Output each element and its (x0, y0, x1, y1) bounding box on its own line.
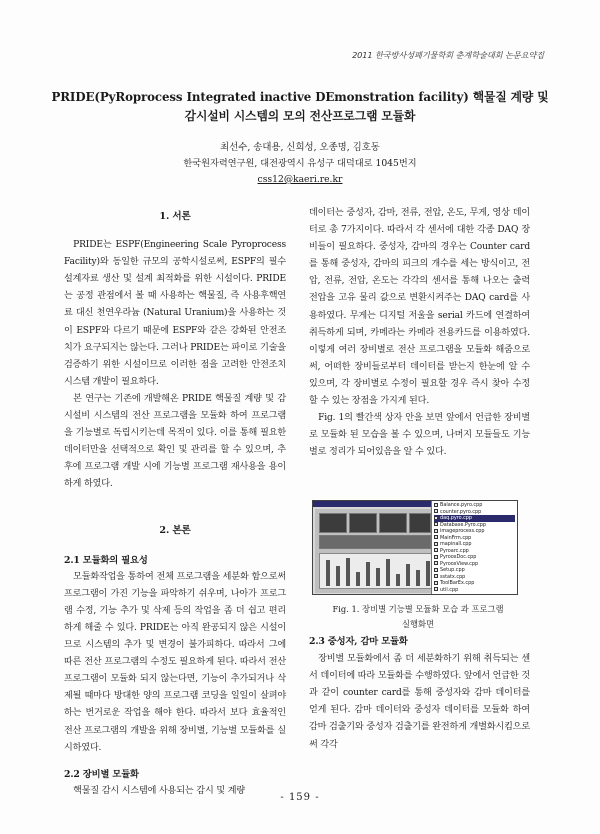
file-item: util.cpp (434, 587, 515, 594)
file-icon (434, 503, 438, 507)
figure-caption-line1: Fig. 1. 장비별 기능별 모듈화 모습 과 프로그램 (332, 604, 504, 614)
file-icon (434, 581, 438, 585)
file-icon (434, 509, 438, 513)
data-graph-panel (319, 553, 433, 589)
figure-caption (318, 602, 518, 632)
graph-bar (336, 566, 340, 586)
author-list: 최선수, 송대용, 신희성, 오종명, 김호동 (220, 142, 380, 153)
file-icon (434, 561, 438, 565)
right-paragraph-1: 데이터는 중성자, 감마, 전류, 전압, 온도, 무게, 영상 데이터로 총 7가지이다. 따라서 각 센서에 대한 각종 DAQ 장비들이 필요하다. 중성자, 감마의 경우는 Counter card를 통해 중성자, 감마의 피크의 개수를 세는 방식이고, 전압, 전류, 전압, 온도는 각각의 센서를 통해 나오는 출력 전압을 고유 물리 값으로 변환시켜주는 DAQ card를 사용하였다. 무게는 디지털 저울을 serial 카드에 연결하여 취득하게 되며, 카메라는 카메라 전용카드를 이용하였다. 이렇게 여러 장비별로 전산 프로그램을 모듈화 해줌으로써, 어떠한 장비들로부터 데이터를 받는지 한눈에 알 수 있으며, 각 장비별로 수정이 필요할 경우 즉시 찾아 수정할 수 있는 장점을 가지게 된다. (309, 208, 530, 407)
paper-title-line1: PRIDE(PyRoprocess Integrated inactive DEmonstration facility) 핵물질 계량 및 (51, 90, 549, 104)
file-icon (434, 529, 438, 533)
figure-1-screenshot (312, 500, 518, 595)
graph-bar (406, 564, 410, 586)
file-item: mapinall.cpp (434, 541, 515, 548)
file-item: counter.pyro.cpp (434, 509, 515, 516)
subsection-2-2-body: 핵물질 감시 시스템에 사용되는 감시 및 계량 (73, 785, 245, 796)
file-icon (434, 568, 438, 572)
title-block (50, 88, 550, 188)
left-column (64, 208, 286, 800)
file-icon (434, 542, 438, 546)
graph-bar (396, 574, 400, 586)
file-icon (434, 574, 438, 578)
intro-paragraph-2: 본 연구는 기존에 개발해온 PRIDE 핵물질 계량 및 감시설비 시스템의 전산 프로그램을 모듈화 하여 프로그램을 기능별로 독립시키는데 목적이 있다. 이를 통해 필요한 데이터만을 선택적으로 확인 및 관리를 할 수 있으며, 추후에 프로그램 개발 시에 기능별 프로그램 재사용을 용이하게 하였다. (64, 393, 286, 490)
subsection-2-3-body: 장비별 모듈화에서 좀 더 세분화하기 위해 취득되는 센서 데이터에 따라 모듈화를 수행하였다. 앞에서 언급한 것과 같이 counter card를 통해 중성자와 감마 데이터를 얻게 된다. 감마 데이터와 중성자 데이터를 모듈화 하여 감마 검출기와 중성자 검출기를 완전하게 개별화시킴으로써 각각 (309, 654, 530, 750)
file-item: sstatx.cpp (434, 574, 515, 581)
intro-paragraph-1: PRIDE는 ESPF(Engineering Scale Pyroprocess Facility)와 동일한 규모의 공학시설로써, ESPF의 필수설계자료 생산 및 설계 최적화를 위한 시설이다. PRIDE는 공정 관점에서 볼 때 사용하는 핵물질, 즉 사용후핵연료 대신 천연우라늄 (Natural Uranium)을 사용하는 것이 ESPF와 다르기 때문에 ESPF와 같은 강화된 안전조치가 요구되지는 않는다. 그러나 PRIDE는 파이로 기술을 검증하기 위한 시설이므로 이러한 점을 고려한 안전조치 시스템 개발이 필요하다. (64, 240, 286, 387)
graph-bar (366, 562, 370, 586)
section-heading-intro: 1. 서론 (159, 211, 191, 222)
author-email[interactable]: css12@kaeri.re.kr (257, 174, 343, 185)
file-icon (434, 548, 438, 552)
file-item: MainFrm.cpp (434, 535, 515, 542)
camera-view (349, 513, 377, 533)
subsection-heading-2-3: 2.3 중성자, 감마 모듈화 (309, 636, 408, 647)
subsection-heading-2-2: 2.2 장비별 모듈화 (64, 768, 139, 780)
page-number: - 159 - (280, 792, 320, 803)
graph-bar (376, 568, 380, 586)
file-icon (434, 555, 438, 559)
file-icon (434, 535, 438, 539)
graph-bar (326, 560, 330, 586)
file-icon (434, 516, 438, 520)
affiliation: 한국원자력연구원, 대전광역시 유성구 대덕대로 1045번지 (183, 158, 417, 169)
graph-bar (346, 558, 350, 586)
file-item: Setup.cpp (434, 567, 515, 574)
subsection-heading-2-1: 2.1 모듈화의 필요성 (64, 554, 148, 566)
file-item: Database.Pyro.cpp (434, 522, 515, 529)
running-head: 2011 한국방사성폐기물학회 춘계학술대회 논문요약집 (352, 50, 544, 60)
camera-view (409, 513, 431, 533)
section-heading-body: 2. 본론 (159, 524, 191, 536)
graph-bar (416, 570, 420, 586)
file-item: Pyroarc.cpp (434, 548, 515, 555)
right-column (309, 205, 530, 461)
file-item: ToolBarEx.cpp (434, 580, 515, 587)
graph-bar (356, 572, 360, 586)
file-item-selected: daq.pyro.cpp (434, 515, 515, 522)
right-paragraph-2: Fig. 1의 빨간색 상자 안을 보면 앞에서 언급한 장비별로 모듈화 된 모습을 볼 수 있으며, 나머지 모듈들도 기능별로 정리가 되어있음을 알 수 있다. (309, 413, 530, 458)
source-file-list (431, 501, 517, 595)
figure-caption-line2: 실행화면 (401, 619, 435, 629)
subsection-2-1-body: 모듈화작업을 통하여 전체 프로그램을 세분화 함으로써 프로그램이 가진 기능을 파악하기 쉬우며, 나아가 프로그램 수정, 기능 추가 및 삭제 등의 작업을 좀 더 쉽고 편리하게 해줄 수 있다. PRIDE는 아직 완공되지 않은 시설이므로 시스템의 추가 및 변경이 불가피하다. 따라서 그에 따른 전산 프로그램의 수정도 필요하게 된다. 따라서 전산 프로그램이 모듈화 되지 않는다면, 기능이 추가되거나 삭제될 때마다 방대한 양의 프로그램 코딩을 일일이 살펴야하는 번거로운 작업을 해야 한다. 따라서 보다 효율적인 전산 프로그램의 개발을 위해 장비별, 기능별 모듈화를 실시하였다. (64, 571, 286, 753)
file-icon (434, 587, 438, 591)
file-item: Balance.pyro.cpp (434, 502, 515, 509)
camera-view (319, 513, 347, 533)
right-column-lower (309, 633, 530, 754)
file-item: PyrooxDoc.cpp (434, 554, 515, 561)
file-icon (434, 522, 438, 526)
file-item: imageprocess.cpp (434, 528, 515, 535)
status-panel (319, 535, 431, 549)
graph-bar (426, 561, 430, 586)
paper-title-line2: 감시설비 시스템의 모의 전산프로그램 모듈화 (184, 109, 416, 123)
program-main-view (315, 509, 435, 593)
graph-bar (386, 559, 390, 586)
file-item: PyrooxView.cpp (434, 561, 515, 568)
camera-view (379, 513, 407, 533)
